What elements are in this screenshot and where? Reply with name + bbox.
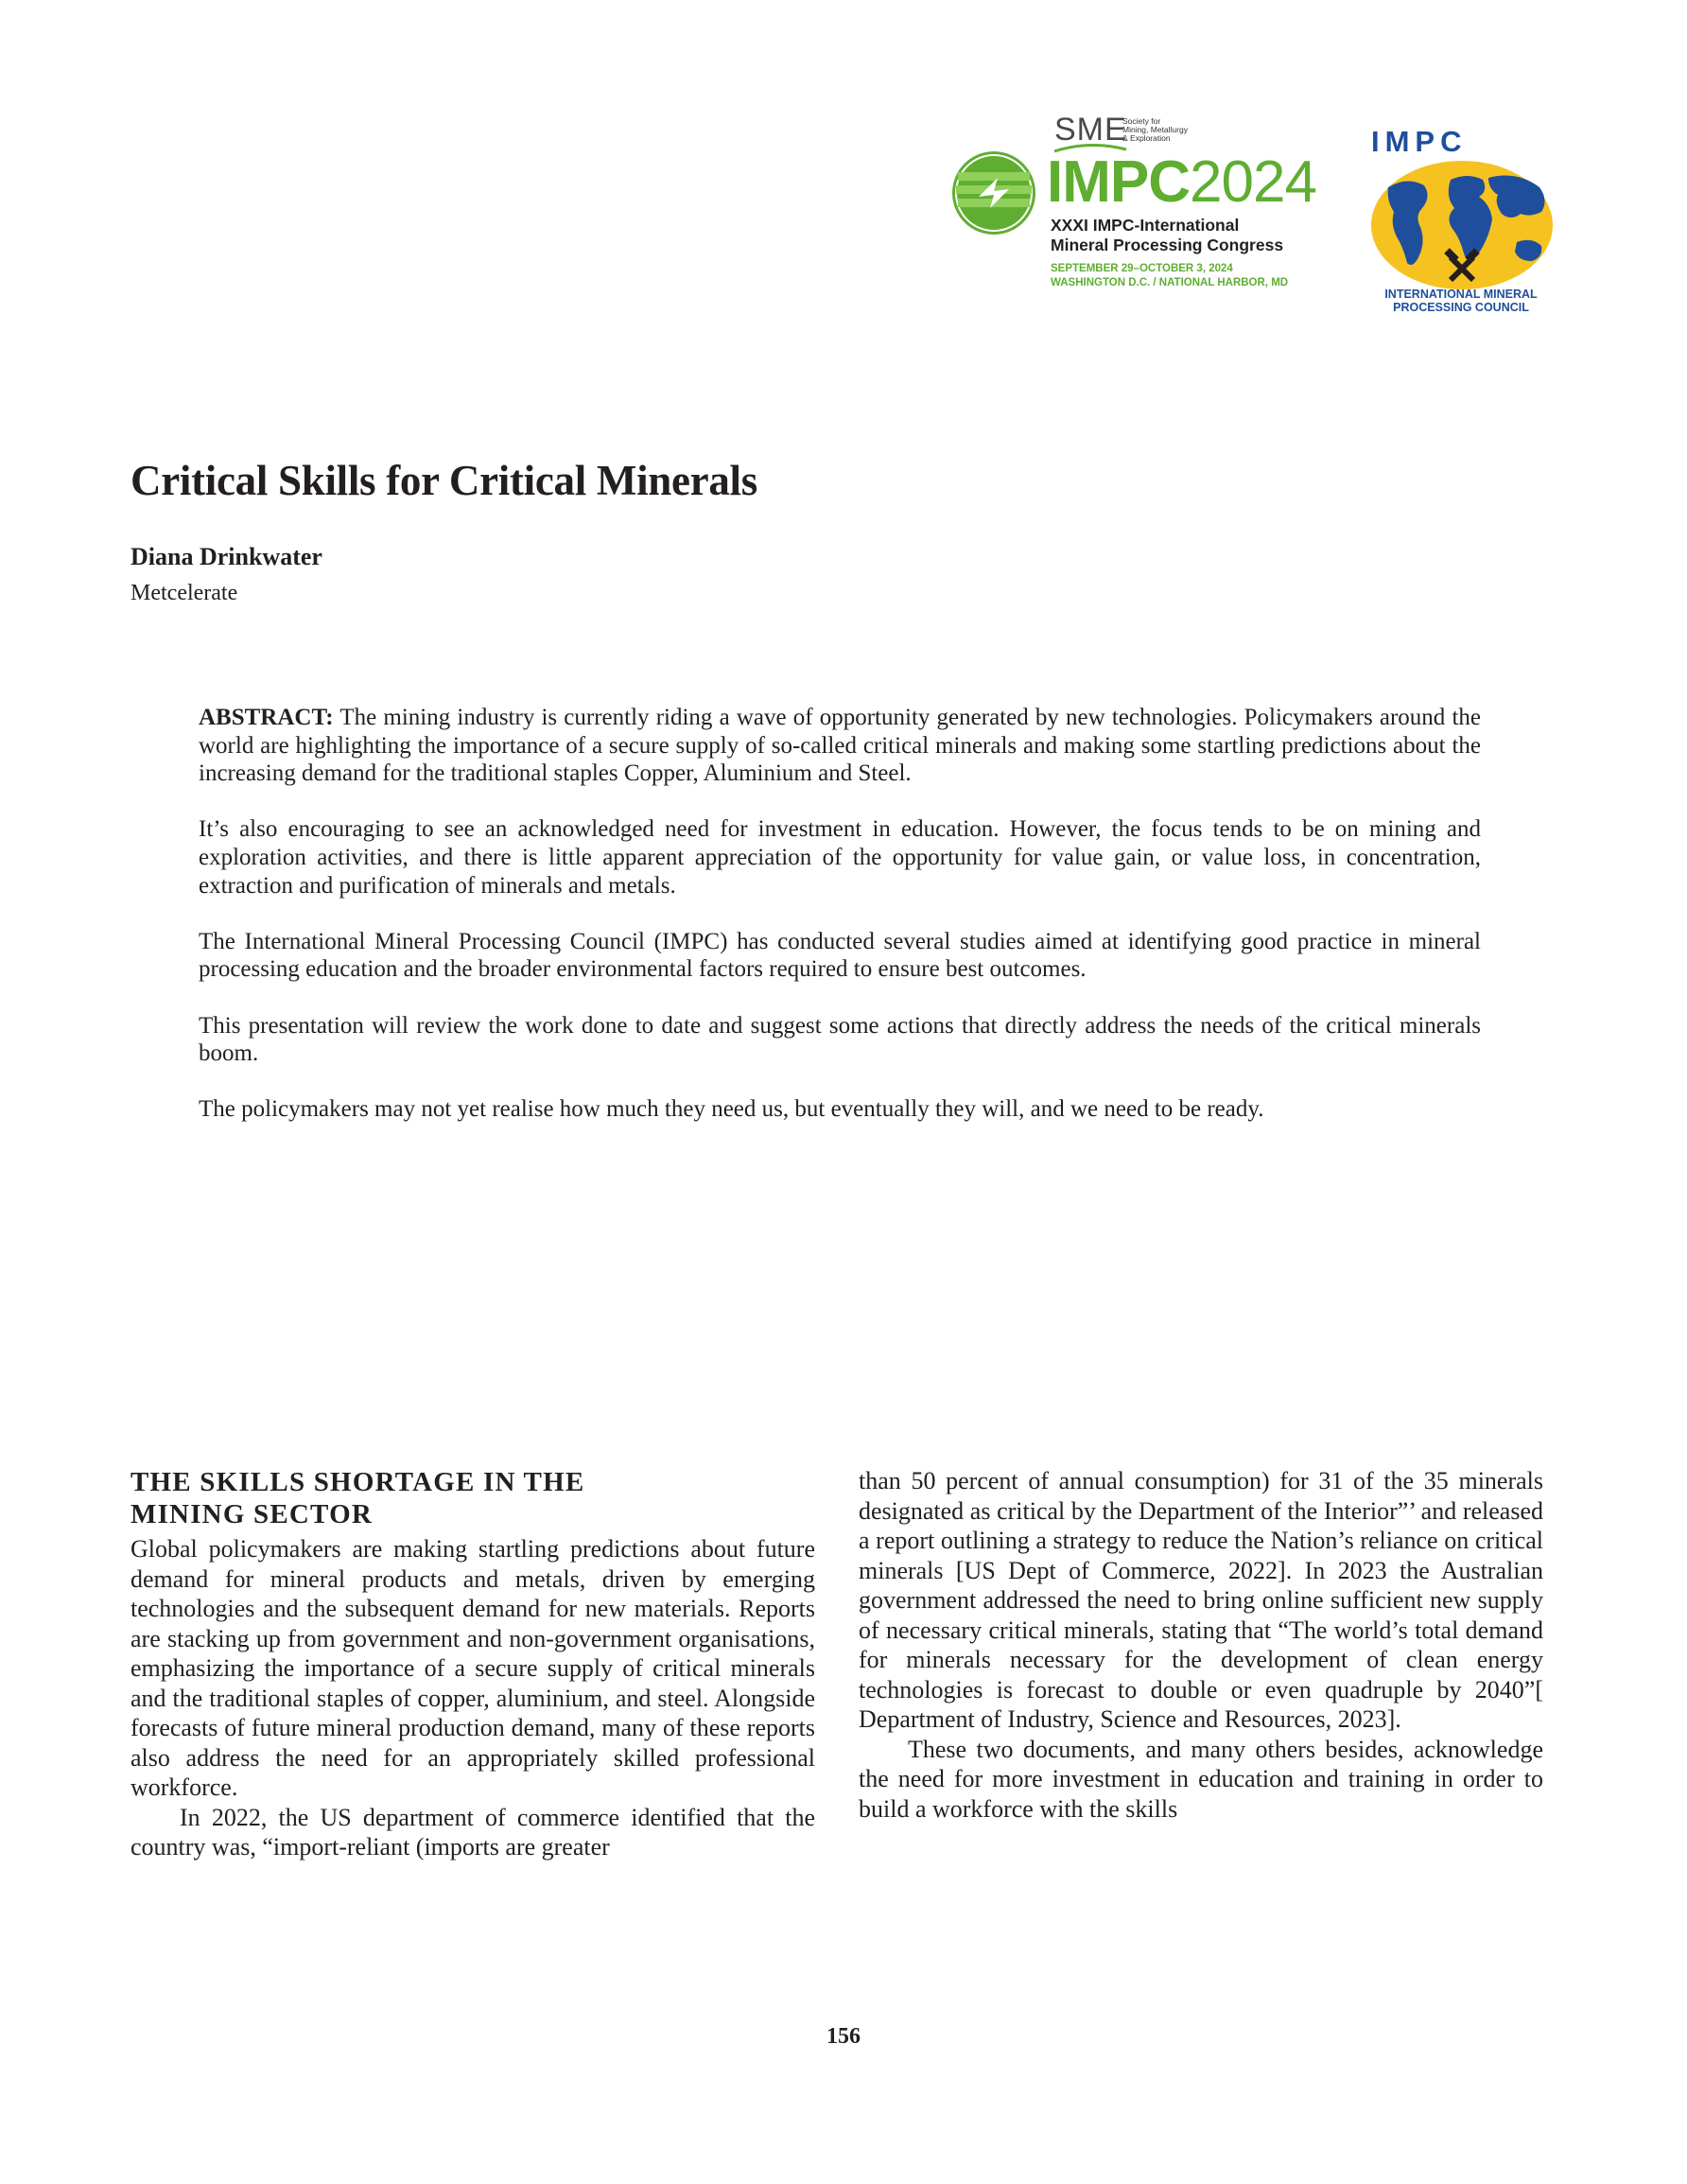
abstract-paragraph: The policymakers may not yet realise how much they need us, but eventually they will, and we need to be ready.	[199, 1096, 1264, 1123]
sme-subtitle: Society for Mining, Metallurgy & Exploration	[1122, 116, 1188, 143]
page-number: 156	[826, 2024, 861, 2049]
paper-title: Critical Skills for Critical Minerals	[130, 457, 757, 504]
council-acronym: IMPC	[1371, 125, 1468, 158]
section-heading: THE SKILLS SHORTAGE IN THE MINING SECTOR	[130, 1467, 585, 1529]
congress-dates: SEPTEMBER 29–OCTOBER 3, 2024 WASHINGTON D.C. / NATIONAL HARBOR, MD	[1051, 263, 1289, 288]
body-column-right	[859, 1466, 1543, 1824]
body-column-left	[130, 1466, 815, 1862]
body-paragraph: Global policymakers are making startling predictions about future demand for mineral products and metals, driven by emerging technologies and the subsequent demand for new materials. Reports are stacking up from government and non-government organisations, emphasizing the importance of a secure supply of critical minerals and the traditional staples of copper, aluminium, and steel. Alongside forecasts of future mineral production demand, many of these reports also address the need for an appropriately skilled professional workforce.	[130, 1535, 815, 1801]
body-paragraph: In 2022, the US department of commerce identified that the country was, “import-reliant (imports are greater	[130, 1803, 815, 1861]
abstract-paragraph: It’s also encouraging to see an acknowledged need for investment in education. However, the focus tends to be on mining and exploration activities, and there is little apparent appreciation of the opportunity for value gain, or value loss, in concentration, extraction and purification of minerals and metals.	[199, 816, 1481, 899]
congress-name: XXXI IMPC-International Mineral Processing Congress	[1051, 216, 1284, 254]
globe-icon	[1369, 159, 1555, 291]
impc-emblem-icon	[950, 149, 1037, 236]
abstract	[199, 704, 1481, 1152]
impc-2024-wordmark: IMPC2024	[1047, 149, 1316, 215]
council-logo	[1352, 125, 1570, 323]
abstract-paragraph: The International Mineral Processing Council (IMPC) has conducted several studies aimed at identifying good practice in mineral processing education and the broader environmental factors required to ensure best outcomes.	[199, 928, 1481, 983]
author-affiliation: Metcelerate	[130, 581, 238, 605]
sme-wordmark: SME	[1054, 112, 1127, 148]
conference-logo	[950, 112, 1348, 339]
council-name: INTERNATIONAL MINERAL PROCESSING COUNCIL	[1384, 288, 1538, 314]
abstract-paragraph: ABSTRACT: The mining industry is currently riding a wave of opportunity generated by new technologies. Policymakers around the world are highlighting the importance of a secure supply of so-called critical minerals and making some startling predictions about the increasing demand for the traditional staples Copper, Aluminium and Steel.	[199, 705, 1481, 787]
body-paragraph: than 50 percent of annual consumption) for 31 of the 35 minerals designated as critical by the Department of the Interior”’ and released a report outlining a strategy to reduce the Nation’s reliance on critical minerals [US Dept of Commerce, 2022]. In 2023 the Australian government addressed the need to bring online sufficient new supply of necessary critical minerals, stating that “The world’s total demand for minerals necessary for the development of clean energy technologies is forecast to double or even quadruple by 2040”[ Department of Industry, Science and Resources, 2023].	[859, 1467, 1543, 1733]
abstract-paragraph: This presentation will review the work done to date and suggest some actions that directly address the needs of the critical minerals boom.	[199, 1012, 1481, 1067]
abstract-label: ABSTRACT:	[199, 705, 334, 730]
body-paragraph: These two documents, and many others besides, acknowledge the need for more investment in education and training in order to build a workforce with the skills	[859, 1735, 1543, 1823]
author-name: Diana Drinkwater	[130, 543, 322, 570]
